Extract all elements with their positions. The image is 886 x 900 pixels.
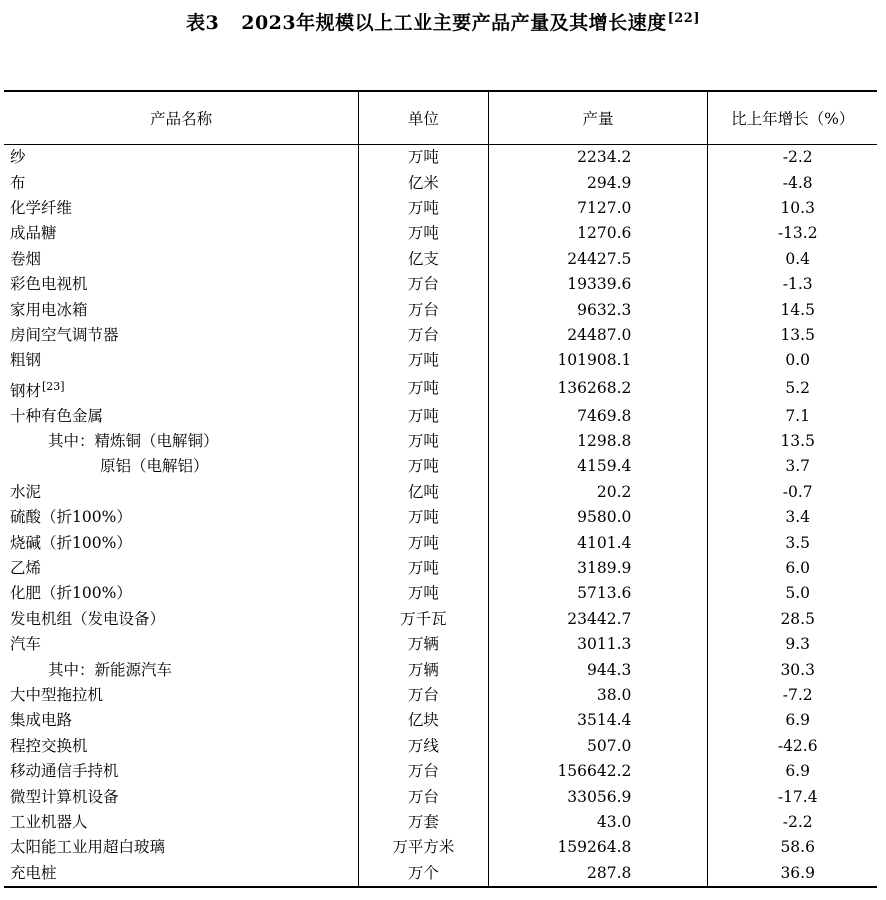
footnote-ref: [23] bbox=[42, 379, 65, 393]
output-cell: 287.8 bbox=[488, 861, 708, 887]
output-cell: 156642.2 bbox=[488, 759, 708, 784]
output-cell: 136268.2 bbox=[488, 374, 708, 404]
product-name bbox=[4, 145, 359, 171]
product-name bbox=[4, 323, 359, 348]
output-cell: 19339.6 bbox=[488, 272, 708, 297]
product-name-text: 布 bbox=[10, 173, 26, 192]
header-row bbox=[4, 91, 877, 145]
product-name-text: 充电桩 bbox=[10, 863, 57, 882]
table-row bbox=[4, 297, 877, 322]
output-cell: 1298.8 bbox=[488, 429, 708, 454]
product-name bbox=[4, 374, 359, 404]
table-row bbox=[4, 683, 877, 708]
product-name bbox=[4, 734, 359, 759]
growth-cell: 3.5 bbox=[708, 530, 877, 555]
output-cell: 3189.9 bbox=[488, 556, 708, 581]
product-name-text: 程控交换机 bbox=[10, 736, 88, 755]
growth-cell: -2.2 bbox=[708, 810, 877, 835]
unit-cell: 万吨 bbox=[359, 429, 488, 454]
growth-cell: 3.4 bbox=[708, 505, 877, 530]
unit-cell: 万台 bbox=[359, 297, 488, 322]
table-row bbox=[4, 404, 877, 429]
product-name bbox=[4, 247, 359, 272]
product-name bbox=[4, 708, 359, 733]
unit-cell: 万辆 bbox=[359, 632, 488, 657]
growth-cell: 3.7 bbox=[708, 454, 877, 479]
table-row bbox=[4, 632, 877, 657]
output-cell: 24487.0 bbox=[488, 323, 708, 348]
unit-cell: 万千瓦 bbox=[359, 607, 488, 632]
table-row bbox=[4, 323, 877, 348]
product-name bbox=[4, 272, 359, 297]
product-name-text: 大中型拖拉机 bbox=[10, 686, 104, 704]
growth-cell: -7.2 bbox=[708, 683, 877, 708]
unit-cell: 万吨 bbox=[359, 454, 488, 479]
product-name bbox=[4, 348, 359, 373]
growth-cell: 13.5 bbox=[708, 323, 877, 348]
header-output: 产量 bbox=[488, 91, 708, 145]
product-name bbox=[4, 759, 359, 784]
product-name bbox=[4, 784, 359, 809]
product-name-text: 太阳能工业用超白玻璃 bbox=[10, 838, 166, 857]
output-cell: 5713.6 bbox=[488, 581, 708, 606]
table-row bbox=[4, 759, 877, 784]
growth-cell: -4.8 bbox=[708, 170, 877, 195]
table-row bbox=[4, 454, 877, 479]
unit-cell: 万吨 bbox=[359, 404, 488, 429]
output-cell: 294.9 bbox=[488, 170, 708, 195]
growth-cell: -2.2 bbox=[708, 145, 877, 171]
product-name bbox=[4, 556, 359, 581]
growth-cell: 6.9 bbox=[708, 708, 877, 733]
growth-cell: -42.6 bbox=[708, 734, 877, 759]
growth-cell: 0.4 bbox=[708, 247, 877, 272]
product-name-text: 工业机器人 bbox=[10, 812, 88, 831]
output-cell: 7127.0 bbox=[488, 196, 708, 221]
unit-cell: 万辆 bbox=[359, 657, 488, 682]
product-name-text: 家用电冰箱 bbox=[10, 300, 88, 319]
output-cell: 507.0 bbox=[488, 734, 708, 759]
product-name-text: 粗钢 bbox=[10, 351, 42, 370]
unit-cell: 万台 bbox=[359, 323, 488, 348]
table-title bbox=[0, 8, 886, 35]
unit-cell: 万台 bbox=[359, 759, 488, 784]
unit-cell: 亿米 bbox=[359, 170, 488, 195]
output-cell: 4101.4 bbox=[488, 530, 708, 555]
growth-cell: 58.6 bbox=[708, 835, 877, 860]
product-name bbox=[4, 835, 359, 860]
table-row bbox=[4, 810, 877, 835]
growth-cell: -1.3 bbox=[708, 272, 877, 297]
table-row bbox=[4, 221, 877, 246]
product-name-text: 成品糖 bbox=[10, 224, 57, 243]
production-table bbox=[4, 90, 877, 888]
title-footnote-ref: [22] bbox=[667, 11, 701, 26]
output-cell: 24427.5 bbox=[488, 247, 708, 272]
product-name-text: 烧碱（折100%） bbox=[10, 533, 132, 552]
product-name-text: 卷烟 bbox=[10, 249, 42, 268]
product-name-text: 原铝（电解铝） bbox=[100, 457, 209, 476]
growth-cell: -13.2 bbox=[708, 221, 877, 246]
product-name bbox=[4, 221, 359, 246]
growth-cell: 9.3 bbox=[708, 632, 877, 657]
table-row bbox=[4, 170, 877, 195]
product-name bbox=[4, 454, 359, 479]
output-cell: 9580.0 bbox=[488, 505, 708, 530]
unit-cell: 万吨 bbox=[359, 374, 488, 404]
unit-cell: 万套 bbox=[359, 810, 488, 835]
product-name-text: 其中：精炼铜（电解铜） bbox=[48, 432, 219, 451]
table-row bbox=[4, 734, 877, 759]
output-cell: 4159.4 bbox=[488, 454, 708, 479]
product-name-text: 彩色电视机 bbox=[10, 275, 88, 294]
table-row bbox=[4, 480, 877, 505]
unit-cell: 万吨 bbox=[359, 196, 488, 221]
product-name bbox=[4, 607, 359, 632]
output-cell: 7469.8 bbox=[488, 404, 708, 429]
header-unit: 单位 bbox=[359, 91, 488, 145]
output-cell: 38.0 bbox=[488, 683, 708, 708]
output-cell: 1270.6 bbox=[488, 221, 708, 246]
growth-cell: -17.4 bbox=[708, 784, 877, 809]
unit-cell: 亿块 bbox=[359, 708, 488, 733]
output-cell: 9632.3 bbox=[488, 297, 708, 322]
unit-cell: 万吨 bbox=[359, 556, 488, 581]
product-name-text: 汽车 bbox=[10, 635, 42, 654]
product-name bbox=[4, 170, 359, 195]
unit-cell: 万台 bbox=[359, 683, 488, 708]
table-row bbox=[4, 247, 877, 272]
table-row bbox=[4, 708, 877, 733]
product-name-text: 纱 bbox=[10, 148, 26, 167]
growth-cell: 10.3 bbox=[708, 196, 877, 221]
product-name-text: 水泥 bbox=[10, 482, 42, 501]
unit-cell: 万吨 bbox=[359, 348, 488, 373]
product-name bbox=[4, 632, 359, 657]
output-cell: 101908.1 bbox=[488, 348, 708, 373]
product-name bbox=[4, 657, 359, 682]
output-cell: 20.2 bbox=[488, 480, 708, 505]
table-title-text: 2023年规模以上工业主要产品产量及其增长速度 bbox=[241, 12, 667, 34]
unit-cell: 万吨 bbox=[359, 221, 488, 246]
unit-cell: 万吨 bbox=[359, 530, 488, 555]
table-row bbox=[4, 145, 877, 171]
growth-cell: 30.3 bbox=[708, 657, 877, 682]
output-cell: 159264.8 bbox=[488, 835, 708, 860]
product-name bbox=[4, 429, 359, 454]
unit-cell: 万吨 bbox=[359, 145, 488, 171]
output-cell: 33056.9 bbox=[488, 784, 708, 809]
growth-cell: 13.5 bbox=[708, 429, 877, 454]
product-name bbox=[4, 581, 359, 606]
product-name-text: 微型计算机设备 bbox=[10, 787, 119, 806]
table-row bbox=[4, 505, 877, 530]
growth-cell: 6.9 bbox=[708, 759, 877, 784]
table-row bbox=[4, 196, 877, 221]
product-name-text: 钢材 bbox=[10, 381, 42, 400]
growth-cell: 6.0 bbox=[708, 556, 877, 581]
unit-cell: 万台 bbox=[359, 784, 488, 809]
product-name-text: 其中：新能源汽车 bbox=[48, 660, 173, 679]
table-row bbox=[4, 861, 877, 887]
growth-cell: 0.0 bbox=[708, 348, 877, 373]
product-name-text: 房间空气调节器 bbox=[10, 325, 119, 344]
output-cell: 43.0 bbox=[488, 810, 708, 835]
growth-cell: 7.1 bbox=[708, 404, 877, 429]
product-name-text: 集成电路 bbox=[10, 711, 73, 730]
unit-cell: 万平方米 bbox=[359, 835, 488, 860]
growth-cell: 28.5 bbox=[708, 607, 877, 632]
growth-cell: 5.0 bbox=[708, 581, 877, 606]
table-row bbox=[4, 607, 877, 632]
output-cell: 23442.7 bbox=[488, 607, 708, 632]
product-name bbox=[4, 196, 359, 221]
output-cell: 3011.3 bbox=[488, 632, 708, 657]
table-row bbox=[4, 556, 877, 581]
growth-cell: 14.5 bbox=[708, 297, 877, 322]
unit-cell: 万吨 bbox=[359, 581, 488, 606]
output-cell: 2234.2 bbox=[488, 145, 708, 171]
product-name bbox=[4, 505, 359, 530]
table-row bbox=[4, 272, 877, 297]
unit-cell: 万吨 bbox=[359, 505, 488, 530]
unit-cell: 万个 bbox=[359, 861, 488, 887]
table-row bbox=[4, 374, 877, 404]
output-cell: 944.3 bbox=[488, 657, 708, 682]
table-row bbox=[4, 835, 877, 860]
product-name-text: 移动通信手持机 bbox=[10, 762, 119, 781]
product-name bbox=[4, 810, 359, 835]
table-row bbox=[4, 657, 877, 682]
table-row bbox=[4, 784, 877, 809]
unit-cell: 亿支 bbox=[359, 247, 488, 272]
header-product-name: 产品名称 bbox=[4, 91, 359, 145]
product-name-text: 十种有色金属 bbox=[10, 406, 104, 425]
unit-cell: 亿吨 bbox=[359, 480, 488, 505]
unit-cell: 万线 bbox=[359, 734, 488, 759]
table-row bbox=[4, 581, 877, 606]
product-name-text: 乙烯 bbox=[10, 559, 42, 578]
product-name bbox=[4, 530, 359, 555]
product-name bbox=[4, 861, 359, 887]
product-name bbox=[4, 404, 359, 429]
header-growth: 比上年增长（%） bbox=[708, 91, 877, 145]
product-name-text: 硫酸（折100%） bbox=[10, 508, 132, 527]
product-name bbox=[4, 683, 359, 708]
table-body bbox=[4, 145, 877, 887]
product-name-text: 化肥（折100%） bbox=[10, 584, 132, 603]
table-row bbox=[4, 530, 877, 555]
table-row bbox=[4, 348, 877, 373]
table-row bbox=[4, 429, 877, 454]
growth-cell: -0.7 bbox=[708, 480, 877, 505]
output-cell: 3514.4 bbox=[488, 708, 708, 733]
product-name bbox=[4, 297, 359, 322]
growth-cell: 5.2 bbox=[708, 374, 877, 404]
product-name bbox=[4, 480, 359, 505]
product-name-text: 发电机组（发电设备） bbox=[10, 609, 166, 628]
table-number: 表3 bbox=[185, 12, 220, 34]
growth-cell: 36.9 bbox=[708, 861, 877, 887]
product-name-text: 化学纤维 bbox=[10, 198, 73, 217]
unit-cell: 万台 bbox=[359, 272, 488, 297]
